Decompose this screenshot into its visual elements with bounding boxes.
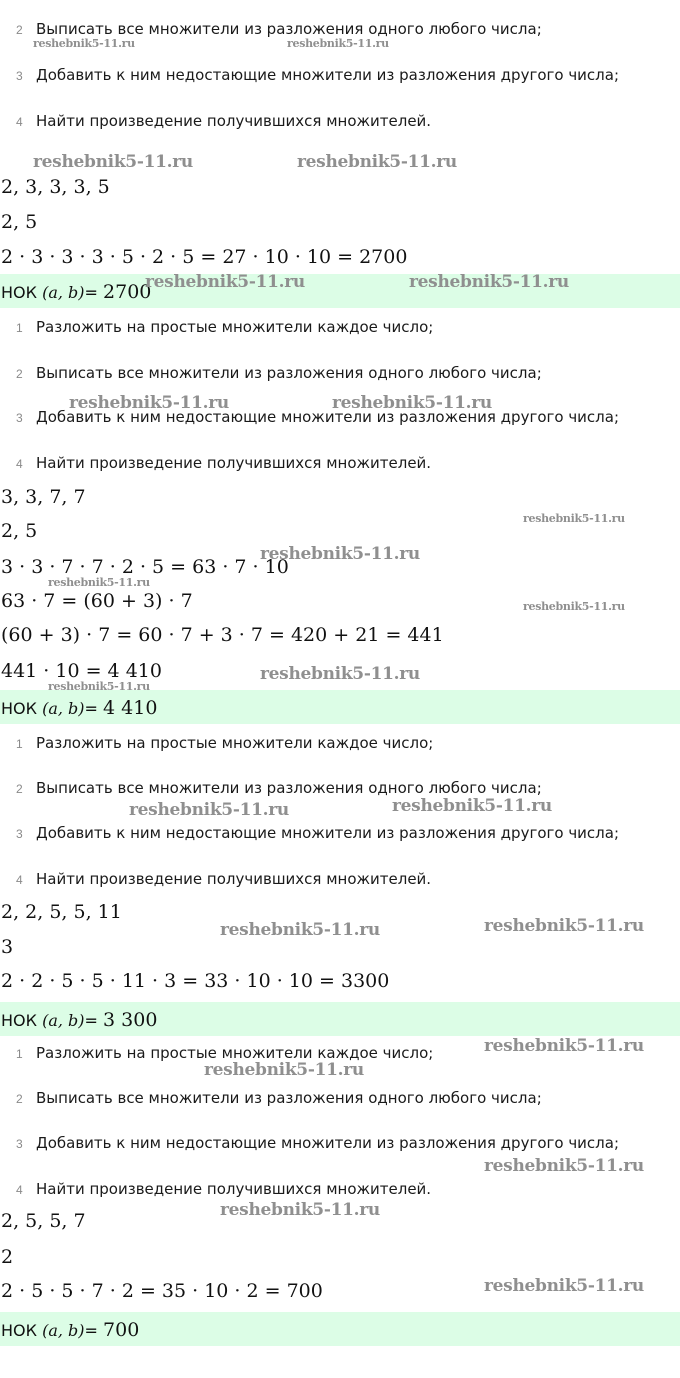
watermark: reshebnik5-11.ru [69,393,229,413]
lcm-result-row [0,274,680,308]
step-number: 2 [16,782,23,796]
step-item [0,454,680,478]
lcm-args: (a, b) [42,1321,85,1340]
watermark: reshebnik5-11.ru [204,1060,364,1080]
lcm-value: 700 [103,1319,140,1341]
factors-line: 2, 5, 5, 7 [1,1210,86,1232]
step-text: Выписать все множители из разложения одного любого числа; [36,779,542,797]
lcm-equals: = [84,283,98,302]
watermark: reshebnik5-11.ru [484,1156,644,1176]
watermark: reshebnik5-11.ru [260,664,420,684]
calculation-line: 63 · 7 = (60 + 3) · 7 [1,590,193,612]
lcm-result-row [0,1002,680,1036]
watermark: reshebnik5-11.ru [33,37,135,50]
watermark: reshebnik5-11.ru [220,1200,380,1220]
product-line: 2 · 2 · 5 · 5 · 11 · 3 = 33 · 10 · 10 = 3300 [1,970,390,992]
lcm-label: НОК [1,283,37,302]
step-item [0,66,680,90]
product-line: 2 · 3 · 3 · 3 · 5 · 2 · 5 = 27 · 10 · 10 = 2700 [1,246,408,268]
factors-line: 2, 3, 3, 3, 5 [1,176,110,198]
step-text: Найти произведение получившихся множителей. [36,870,432,888]
lcm-equals: = [84,699,98,718]
step-item [0,318,680,342]
watermark: reshebnik5-11.ru [48,576,150,589]
step-number: 4 [16,873,23,887]
lcm-args: (a, b) [42,699,85,718]
step-text: Добавить к ним недостающие множители из разложения другого числа; [36,824,620,842]
watermark: reshebnik5-11.ru [523,600,625,613]
step-text: Найти произведение получившихся множителей. [36,454,432,472]
factors-line: 2, 2, 5, 5, 11 [1,901,122,923]
lcm-label: НОК [1,1321,37,1340]
lcm-result [1,697,157,719]
step-item [0,1089,680,1113]
watermark: reshebnik5-11.ru [484,1036,644,1056]
step-text: Найти произведение получившихся множителей. [36,1180,432,1198]
step-text: Выписать все множители из разложения одного любого числа; [36,20,542,38]
watermark: reshebnik5-11.ru [129,800,289,820]
step-number: 3 [16,69,23,83]
lcm-result-row [0,1312,680,1346]
step-text: Добавить к ним недостающие множители из разложения другого числа; [36,66,620,84]
step-number: 2 [16,1092,23,1106]
product-line: 3 · 3 · 7 · 7 · 2 · 5 = 63 · 7 · 10 [1,556,289,578]
lcm-value: 3 300 [103,1009,158,1031]
step-item [0,824,680,848]
missing-factors-line: 2, 5 [1,520,38,542]
lcm-result-row [0,690,680,724]
step-item [0,734,680,758]
calculation-line: 441 · 10 = 4 410 [1,660,162,682]
step-text: Разложить на простые множители каждое число; [36,734,434,752]
step-number: 1 [16,321,23,335]
watermark: reshebnik5-11.ru [145,272,305,292]
watermark: reshebnik5-11.ru [392,796,552,816]
step-text: Добавить к ним недостающие множители из разложения другого числа; [36,408,620,426]
watermark: reshebnik5-11.ru [409,272,569,292]
step-text: Найти произведение получившихся множителей. [36,112,432,130]
watermark: reshebnik5-11.ru [484,1276,644,1296]
watermark: reshebnik5-11.ru [220,920,380,940]
step-number: 3 [16,411,23,425]
step-text: Выписать все множители из разложения одного любого числа; [36,364,542,382]
step-number: 3 [16,827,23,841]
lcm-equals: = [84,1321,98,1340]
step-text: Выписать все множители из разложения одного любого числа; [36,1089,542,1107]
step-item [0,1134,680,1158]
watermark: reshebnik5-11.ru [484,916,644,936]
lcm-label: НОК [1,1011,37,1030]
factors-line: 3, 3, 7, 7 [1,486,86,508]
watermark: reshebnik5-11.ru [332,393,492,413]
missing-factors-line: 3 [1,936,14,958]
lcm-value: 4 410 [103,697,158,719]
lcm-value: 2700 [103,281,152,303]
watermark: reshebnik5-11.ru [287,37,389,50]
step-number: 1 [16,1047,23,1061]
missing-factors-line: 2, 5 [1,211,38,233]
missing-factors-line: 2 [1,1246,14,1268]
step-number: 3 [16,1137,23,1151]
lcm-equals: = [84,1011,98,1030]
product-line: 2 · 5 · 5 · 7 · 2 = 35 · 10 · 2 = 700 [1,1280,323,1302]
watermark: reshebnik5-11.ru [260,544,420,564]
step-number: 1 [16,737,23,751]
step-text: Разложить на простые множители каждое число; [36,318,434,336]
step-text: Добавить к ним недостающие множители из разложения другого числа; [36,1134,620,1152]
watermark: reshebnik5-11.ru [297,152,457,172]
watermark: reshebnik5-11.ru [523,512,625,525]
step-number: 2 [16,367,23,381]
step-number: 4 [16,115,23,129]
lcm-result [1,281,151,303]
step-text: Разложить на простые множители каждое число; [36,1044,434,1062]
step-item [0,112,680,136]
step-item [0,779,680,803]
step-item [0,870,680,894]
lcm-result [1,1319,139,1341]
step-number: 4 [16,457,23,471]
calculation-line: (60 + 3) · 7 = 60 · 7 + 3 · 7 = 420 + 21 = 441 [1,624,444,646]
watermark: reshebnik5-11.ru [33,152,193,172]
step-number: 4 [16,1183,23,1197]
lcm-args: (a, b) [42,1011,85,1030]
lcm-result [1,1009,157,1031]
step-item [0,364,680,388]
lcm-label: НОК [1,699,37,718]
lcm-args: (a, b) [42,283,85,302]
watermark: reshebnik5-11.ru [48,680,150,693]
step-number: 2 [16,23,23,37]
